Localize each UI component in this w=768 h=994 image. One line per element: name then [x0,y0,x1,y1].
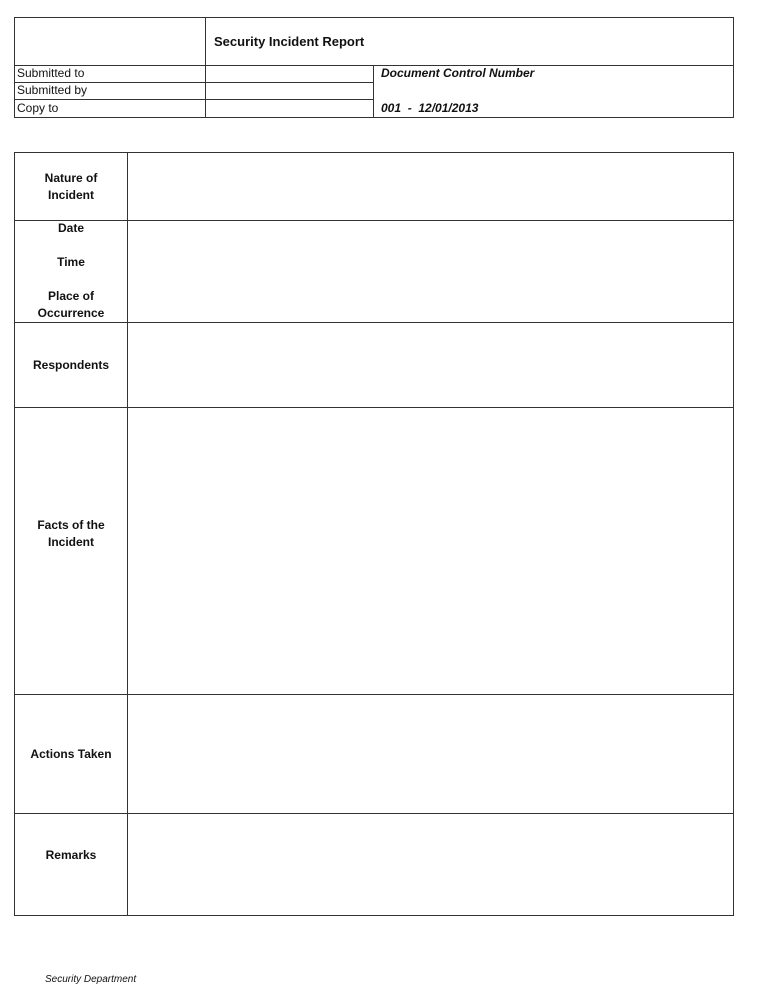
divider [733,152,734,916]
label-line: Respondents [32,357,109,372]
date-time-place-field[interactable] [128,221,733,322]
remarks-field[interactable] [128,814,733,915]
date-time-place-label [15,220,127,322]
label-line: Facts of the [37,518,105,532]
divider [14,117,734,118]
copy-to-label: Copy to [17,101,59,115]
divider [733,17,734,118]
footer-department: Security Department [45,974,137,985]
time-label: Time [57,255,85,269]
divider [14,915,734,916]
facts-of-incident-field[interactable] [128,408,733,694]
respondents-label [15,323,127,407]
place-label: Place of [47,289,95,303]
nature-of-incident-field[interactable] [128,153,733,220]
submitted-by-label: Submitted by [17,83,88,97]
divider [14,17,734,18]
label-line: Nature of [44,170,98,185]
doc-control-label: Document Control Number [381,66,535,80]
doc-control-value: 001 - 12/01/2013 [381,101,479,115]
date-label: Date [57,221,84,235]
label-line: Incident [47,187,94,202]
actions-taken-field[interactable] [128,695,733,813]
divider [14,17,15,118]
label-line: Actions Taken [30,746,112,761]
divider [373,65,374,118]
submitted-by-field[interactable] [206,83,373,99]
label-line: Incident [47,535,94,549]
report-title: Security Incident Report [214,34,365,49]
label-line: Remarks [45,847,97,862]
copy-to-field[interactable] [206,100,373,117]
remarks-label [15,814,127,896]
submitted-to-label: Submitted to [17,66,85,80]
divider [14,65,734,66]
place-label-2: Occurrence [37,306,105,320]
actions-taken-label [15,695,127,813]
facts-of-incident-label [15,408,127,660]
submitted-to-field[interactable] [206,66,373,82]
respondents-field[interactable] [128,323,733,407]
nature-of-incident-label [15,153,127,220]
